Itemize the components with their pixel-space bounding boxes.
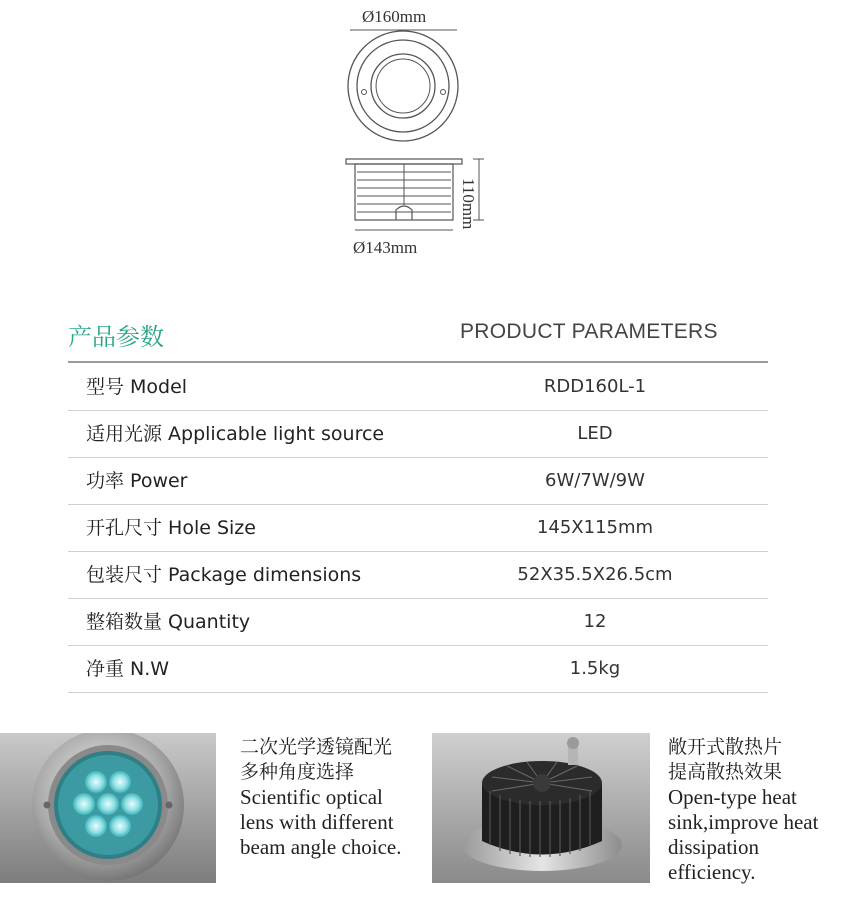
caption-en-line: sink,improve heat [668, 810, 819, 834]
caption-en-line: beam angle choice. [240, 835, 402, 859]
row-value: 145X115mm [536, 517, 654, 538]
dimension-drawing [300, 0, 550, 270]
table-row [68, 505, 768, 552]
row-value: LED [577, 423, 613, 444]
table-row [68, 646, 768, 693]
table-row [68, 552, 768, 599]
row-value: 6W/7W/9W [545, 470, 645, 491]
caption-cn-line: 二次光学透镜配光 [240, 736, 393, 758]
row-label: 功率 Power [86, 470, 188, 492]
caption-en-line: Scientific optical [240, 785, 383, 809]
row-label: 整箱数量 Quantity [86, 611, 251, 633]
bottom-diameter-label: Ø143mm [353, 238, 418, 257]
section-title-cn: 产品参数 [68, 323, 164, 351]
row-label: 适用光源 Applicable light source [86, 423, 385, 445]
row-label: 型号 Model [86, 376, 188, 398]
spec-table [68, 364, 768, 693]
row-value: 52X35.5X26.5cm [517, 564, 673, 585]
caption-en-line: Open-type heat [668, 785, 797, 809]
row-label: 净重 N.W [86, 658, 170, 680]
caption-en-line: lens with different [240, 810, 394, 834]
section-title-en: PRODUCT PARAMETERS [460, 320, 718, 343]
row-label: 包装尺寸 Package dimensions [86, 564, 362, 586]
table-row [68, 599, 768, 646]
caption-cn-line: 多种角度选择 [240, 761, 355, 783]
caption-en-line: efficiency. [668, 860, 756, 884]
caption-en-line: dissipation [668, 835, 760, 859]
lens-caption [240, 735, 402, 860]
row-value: RDD160L-1 [543, 376, 647, 397]
heat-sink-caption [668, 735, 818, 885]
height-label: 110mm [459, 178, 478, 230]
lamp-outline-drawing [300, 0, 550, 270]
row-value: 12 [583, 611, 607, 632]
table-row [68, 458, 768, 505]
table-row [68, 364, 768, 411]
row-value: 1.5kg [569, 658, 621, 679]
caption-cn-line: 提高散热效果 [668, 761, 783, 783]
header-divider [68, 361, 768, 363]
top-diameter-label: Ø160mm [362, 7, 427, 26]
caption-cn-line: 敞开式散热片 [668, 736, 783, 758]
table-row [68, 411, 768, 458]
heat-sink-photo [432, 733, 650, 883]
row-label: 开孔尺寸 Hole Size [86, 517, 256, 539]
lens-photo [0, 733, 216, 883]
